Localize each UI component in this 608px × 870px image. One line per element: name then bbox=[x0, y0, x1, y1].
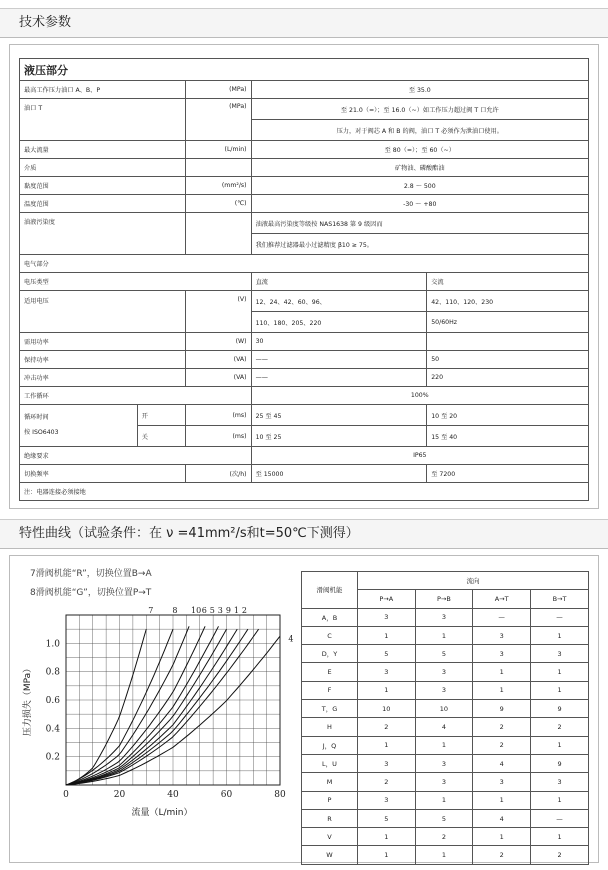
flow-cell: 1 bbox=[415, 626, 473, 644]
ac-value: 15 至 40 bbox=[427, 426, 589, 447]
curve-9 bbox=[66, 629, 237, 785]
spec-value: 至 80（=）；至 60（~） bbox=[251, 141, 588, 159]
flow-cell: 1 bbox=[531, 663, 589, 681]
spec-label: 油口 T bbox=[20, 99, 186, 141]
x-axis-label: 流量（L/min） bbox=[131, 808, 193, 818]
flow-row-name: H bbox=[302, 718, 358, 736]
dc-value: —— bbox=[251, 369, 427, 387]
spec-value: 矿物油、磷酸酯油 bbox=[251, 159, 588, 177]
flow-cell: 2 bbox=[473, 736, 531, 754]
curve-label: 8 bbox=[172, 606, 178, 615]
spec-label: 黏度范围 bbox=[20, 177, 186, 195]
flow-row-name: D，Y bbox=[302, 645, 358, 663]
spec-value: 至 21.0（=）；至 16.0（~）如工作压力超过阀 T 口允许 bbox=[251, 99, 588, 120]
flow-row-name: M bbox=[302, 773, 358, 791]
dc-value: 25 至 45 bbox=[251, 405, 427, 426]
spec-value-cont: 我们推荐过滤器最小过滤精度 β10 ≥ 75。 bbox=[251, 234, 588, 255]
flow-cell: 5 bbox=[358, 645, 416, 663]
flow-cell: 2 bbox=[473, 846, 531, 864]
flow-cell: 1 bbox=[415, 846, 473, 864]
curve-label: 2 bbox=[241, 606, 247, 615]
spec-unit: (次/h) bbox=[185, 465, 251, 483]
ac-value-cont: 50/60Hz bbox=[427, 312, 589, 333]
dc-value-cont: 110、180、205、220 bbox=[251, 312, 427, 333]
table-row bbox=[302, 773, 589, 791]
flow-cell: 1 bbox=[358, 681, 416, 699]
flow-table bbox=[301, 571, 589, 865]
flow-cell: 1 bbox=[531, 828, 589, 846]
table-row bbox=[302, 736, 589, 754]
table-row bbox=[302, 700, 589, 718]
flow-row-name: V bbox=[302, 828, 358, 846]
dc-value: 至 15000 bbox=[251, 465, 427, 483]
spec-label: 油液污染度 bbox=[20, 213, 186, 255]
spec-label: 最高工作压力油口 A、B、P bbox=[20, 81, 186, 99]
spec-label: 电压类型 bbox=[20, 273, 252, 291]
flow-row-name: J，Q bbox=[302, 736, 358, 754]
dc-header: 直流 bbox=[251, 273, 427, 291]
flow-cell: 3 bbox=[415, 773, 473, 791]
flow-cell: 3 bbox=[531, 773, 589, 791]
flow-row-name: T，G bbox=[302, 700, 358, 718]
flow-cell: 3 bbox=[415, 608, 473, 626]
flow-cell: 4 bbox=[473, 809, 531, 827]
flow-column-header: P→B bbox=[415, 590, 473, 608]
flow-cell: 3 bbox=[358, 608, 416, 626]
spec-value: 2.8 ～ 500 bbox=[251, 177, 588, 195]
flow-cell: 1 bbox=[415, 736, 473, 754]
flow-cell: 3 bbox=[473, 645, 531, 663]
spec-label: 介质 bbox=[20, 159, 186, 177]
flow-cell: 1 bbox=[358, 828, 416, 846]
flow-cell: 1 bbox=[531, 626, 589, 644]
on-label: 开 bbox=[137, 405, 185, 426]
curve-5 bbox=[66, 626, 219, 785]
flow-column-header: A→T bbox=[473, 590, 531, 608]
flow-cell: 3 bbox=[358, 663, 416, 681]
spec-unit: (V) bbox=[185, 291, 251, 333]
flow-cell: 10 bbox=[358, 700, 416, 718]
flow-row-name: L，U bbox=[302, 754, 358, 772]
x-tick-label: 80 bbox=[274, 790, 286, 800]
spec-value-cont: 压力，对于阀芯 A 和 B 的阀，油口 T 必须作为泄油口使用。 bbox=[251, 120, 588, 141]
flow-cell: 1 bbox=[473, 663, 531, 681]
flow-cell: 2 bbox=[358, 718, 416, 736]
spec-label: 切换频率 bbox=[20, 465, 186, 483]
section-title-curves: 特性曲线（试验条件：在 ν =41mm²/s和t=50℃下测得） bbox=[0, 519, 608, 549]
ac-header: 交流 bbox=[427, 273, 589, 291]
curve-label: 6 bbox=[201, 606, 207, 615]
flow-cell: 2 bbox=[531, 846, 589, 864]
flow-cell: 3 bbox=[531, 645, 589, 663]
switch-time-standard: 按 ISO6403 bbox=[24, 429, 59, 436]
ac-value: 10 至 20 bbox=[427, 405, 589, 426]
y-axis-label: 压力损失（MPa） bbox=[23, 663, 33, 737]
table-row bbox=[302, 846, 589, 864]
spec-label: 最大流量 bbox=[20, 141, 186, 159]
spec-unit: (mm²/s) bbox=[185, 177, 251, 195]
table-row bbox=[302, 663, 589, 681]
curve-label: 7 bbox=[148, 606, 154, 615]
flow-cell: 1 bbox=[415, 791, 473, 809]
flow-cell: 10 bbox=[415, 700, 473, 718]
spec-label: 冲击功率 bbox=[20, 369, 186, 387]
flow-cell: 3 bbox=[473, 626, 531, 644]
flow-cell: 1 bbox=[531, 736, 589, 754]
flow-cell: 1 bbox=[473, 681, 531, 699]
curve-legend-line2: 8滑阀机能“G”，切换位置P→T bbox=[30, 588, 152, 598]
table-row bbox=[302, 828, 589, 846]
table-row bbox=[302, 791, 589, 809]
flow-cell: 5 bbox=[415, 645, 473, 663]
dc-value: —— bbox=[251, 351, 427, 369]
flow-cell: 5 bbox=[415, 809, 473, 827]
ac-value: 42、110、120、230 bbox=[427, 291, 589, 312]
flow-cell: — bbox=[531, 608, 589, 626]
flow-cell: 1 bbox=[358, 846, 416, 864]
flow-cell: 1 bbox=[531, 681, 589, 699]
spec-label: 需用功率 bbox=[20, 333, 186, 351]
ac-value bbox=[427, 333, 589, 351]
spec-value: 至 35.0 bbox=[251, 81, 588, 99]
y-tick-label: 0.6 bbox=[45, 696, 60, 706]
flow-cell: — bbox=[531, 809, 589, 827]
spec-label: 保持功率 bbox=[20, 351, 186, 369]
grounding-note: 注：电器连接必须接地 bbox=[20, 483, 589, 501]
flow-row-name: C bbox=[302, 626, 358, 644]
flow-cell: 4 bbox=[473, 754, 531, 772]
flow-cell: 2 bbox=[358, 773, 416, 791]
spec-value: 油液最高污染度等级按 NAS1638 第 9 级因而 bbox=[251, 213, 588, 234]
dc-value: 12、24、42、60、96、 bbox=[251, 291, 427, 312]
ac-value: 50 bbox=[427, 351, 589, 369]
x-tick-label: 20 bbox=[113, 790, 126, 800]
flow-row-name: W bbox=[302, 846, 358, 864]
flow-column-header: P→A bbox=[358, 590, 416, 608]
table-row bbox=[302, 718, 589, 736]
curve-6 bbox=[66, 626, 205, 785]
spec-unit: (L/min) bbox=[185, 141, 251, 159]
flow-cell: 2 bbox=[415, 828, 473, 846]
spec-unit bbox=[185, 213, 251, 255]
flow-cell: 1 bbox=[358, 736, 416, 754]
spec-unit: (ms) bbox=[185, 426, 251, 447]
y-tick-label: 0.4 bbox=[45, 724, 60, 735]
curve-1 bbox=[66, 629, 248, 785]
flow-cell: 3 bbox=[415, 681, 473, 699]
spec-unit bbox=[185, 159, 251, 177]
electrical-title: 电气部分 bbox=[20, 255, 589, 273]
flow-cell: 1 bbox=[473, 791, 531, 809]
x-tick-label: 40 bbox=[167, 790, 179, 800]
table-row bbox=[302, 626, 589, 644]
flow-cell: 1 bbox=[473, 828, 531, 846]
flow-cell: 1 bbox=[531, 791, 589, 809]
flow-row-name: R bbox=[302, 809, 358, 827]
flow-cell: 3 bbox=[358, 754, 416, 772]
spec-unit: (MPa) bbox=[185, 81, 251, 99]
spec-label: 温度范围 bbox=[20, 195, 186, 213]
y-tick-label: 0.2 bbox=[45, 752, 60, 763]
flow-cell: 3 bbox=[473, 773, 531, 791]
flow-cell: 1 bbox=[358, 626, 416, 644]
flow-row-name: P bbox=[302, 791, 358, 809]
spec-unit: (W) bbox=[185, 333, 251, 351]
curve-legend-line1: 7滑阀机能“R”，切换位置B→A bbox=[30, 569, 152, 579]
spec-label bbox=[20, 405, 138, 447]
table-row bbox=[302, 809, 589, 827]
flow-cell: 3 bbox=[415, 663, 473, 681]
curve-label: 3 bbox=[217, 606, 223, 615]
switch-time-label: 循环时间 bbox=[24, 414, 49, 421]
y-tick-label: 1.0 bbox=[45, 639, 60, 650]
x-tick-label: 0 bbox=[63, 790, 69, 800]
spec-value: 100% bbox=[251, 387, 588, 405]
spec-label: 工作循环 bbox=[20, 387, 252, 405]
curve-label: 4 bbox=[288, 634, 294, 644]
flow-column-header: B→T bbox=[531, 590, 589, 608]
flow-cell: 2 bbox=[473, 718, 531, 736]
spec-value: IP65 bbox=[251, 447, 588, 465]
flow-row-name: E bbox=[302, 663, 358, 681]
flow-cell: 2 bbox=[531, 718, 589, 736]
flow-cell: — bbox=[473, 608, 531, 626]
flow-group-header: 流向 bbox=[358, 572, 589, 590]
spec-unit: (℃) bbox=[185, 195, 251, 213]
curve-label: 5 bbox=[209, 606, 215, 615]
pressure-loss-chart bbox=[0, 560, 300, 865]
flow-cell: 3 bbox=[358, 791, 416, 809]
ac-value: 至 7200 bbox=[427, 465, 589, 483]
flow-row-name: A，B bbox=[302, 608, 358, 626]
spec-table bbox=[19, 58, 589, 501]
spec-unit: (VA) bbox=[185, 369, 251, 387]
hydraulic-title: 液压部分 bbox=[20, 59, 589, 81]
dc-value: 10 至 25 bbox=[251, 426, 427, 447]
spec-unit: (MPa) bbox=[185, 99, 251, 141]
x-tick-label: 60 bbox=[220, 790, 233, 800]
spec-unit: (ms) bbox=[185, 405, 251, 426]
curve-label: 9 bbox=[225, 606, 231, 615]
table-row bbox=[302, 645, 589, 663]
flow-cell: 3 bbox=[415, 754, 473, 772]
table-row bbox=[302, 681, 589, 699]
spec-unit: (VA) bbox=[185, 351, 251, 369]
spec-label: 适用电压 bbox=[20, 291, 186, 333]
y-tick-label: 0.8 bbox=[45, 667, 60, 678]
flow-cell: 9 bbox=[531, 754, 589, 772]
flow-col-header: 滑阀机能 bbox=[302, 572, 358, 609]
flow-cell: 4 bbox=[415, 718, 473, 736]
curve-label: 1 bbox=[233, 606, 239, 615]
flow-cell: 9 bbox=[473, 700, 531, 718]
section-title-tech-params: 技术参数 bbox=[0, 8, 608, 38]
spec-value: -30 ～ +80 bbox=[251, 195, 588, 213]
flow-cell: 5 bbox=[358, 809, 416, 827]
off-label: 关 bbox=[137, 426, 185, 447]
ac-value: 220 bbox=[427, 369, 589, 387]
table-row bbox=[302, 608, 589, 626]
flow-cell: 9 bbox=[531, 700, 589, 718]
spec-label: 绝缘要求 bbox=[20, 447, 252, 465]
table-row bbox=[302, 754, 589, 772]
curve-label: 10 bbox=[191, 606, 202, 615]
flow-row-name: F bbox=[302, 681, 358, 699]
dc-value: 30 bbox=[251, 333, 427, 351]
